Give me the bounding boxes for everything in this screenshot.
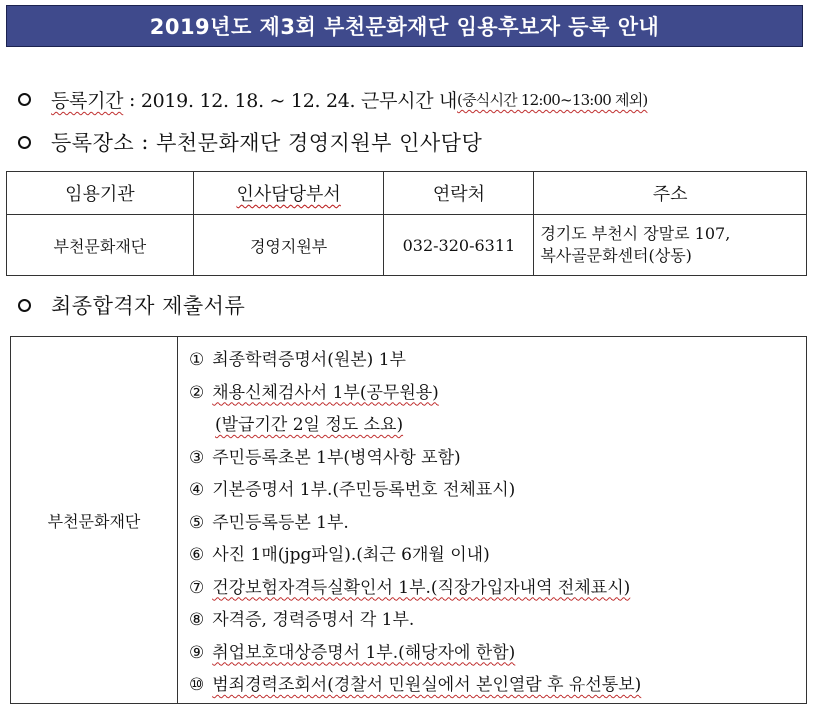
list-item: ② 채용신체검사서 1부(공무원용)	[189, 382, 439, 403]
list-item: (발급기간 2일 정도 소요)	[215, 415, 404, 435]
table-header-row	[7, 172, 807, 215]
cell-contact: 032-320-6311	[384, 215, 534, 276]
title-banner	[6, 5, 803, 47]
list-item: ⑨ 취업보호대상증명서 1부.(해당자에 한함)	[189, 642, 516, 663]
cell-address	[534, 215, 807, 276]
header-contact: 연락처	[384, 172, 534, 215]
registration-period-value: 2019. 12. 18. ~ 12. 24. 근무시간 내	[140, 90, 458, 112]
circle-bullet-icon	[18, 93, 31, 106]
circle-bullet-icon	[18, 299, 31, 312]
list-item: ⑩ 범죄경력조회서(경찰서 민원실에서 본인열람 후 유선통보)	[189, 675, 642, 695]
list-item: ④ 기본증명서 1부.(주민등록번호 전체표시)	[189, 480, 516, 500]
circle-bullet-icon	[18, 136, 31, 149]
registration-place-value: 부천문화재단 경영지원부 인사담당	[156, 131, 483, 155]
registration-place	[18, 127, 482, 157]
list-item: ⑦ 건강보험자격득실확인서 1부.(직장가입자내역 전체표시)	[189, 577, 631, 598]
contact-info-table	[6, 171, 807, 276]
header-department: 인사담당부서	[193, 172, 384, 215]
address-line-1: 경기도 부천시 장말로 107,	[540, 224, 731, 243]
list-item: ⑤ 주민등록등본 1부.	[189, 512, 349, 533]
lunch-break-note: (중식시간 12:00~13:00 제외)	[457, 91, 648, 109]
header-address: 주소	[534, 172, 807, 215]
table-row	[7, 215, 807, 276]
list-item: ⑥ 사진 1매(jpg파일).(최근 6개월 이내)	[189, 545, 490, 565]
list-item: ⑧ 자격증, 경력증명서 각 1부.	[189, 610, 415, 630]
list-item: ③ 주민등록초본 1부(병역사항 포함)	[189, 447, 461, 468]
registration-period-label: 등록기간	[51, 90, 124, 112]
registration-place-sep: :	[134, 130, 157, 154]
address-line-2: 복사골문화센터(상동)	[540, 246, 692, 265]
registration-period	[18, 86, 647, 113]
required-documents-box	[10, 336, 807, 704]
list-item: ① 최종학력증명서(원본) 1부	[189, 350, 406, 370]
final-docs-heading	[18, 290, 245, 320]
docs-agency-cell: 부천문화재단	[11, 337, 178, 703]
documents-list	[189, 344, 641, 702]
cell-department: 경영지원부	[193, 215, 384, 276]
cell-agency: 부천문화재단	[7, 215, 194, 276]
page-title: 2019년도 제3회 부천문화재단 임용후보자 등록 안내	[149, 15, 660, 39]
registration-place-label: 등록장소	[51, 131, 135, 155]
final-docs-heading-text: 최종합격자 제출서류	[51, 294, 246, 318]
header-agency: 임용기관	[7, 172, 194, 215]
registration-period-sep: :	[123, 88, 141, 111]
